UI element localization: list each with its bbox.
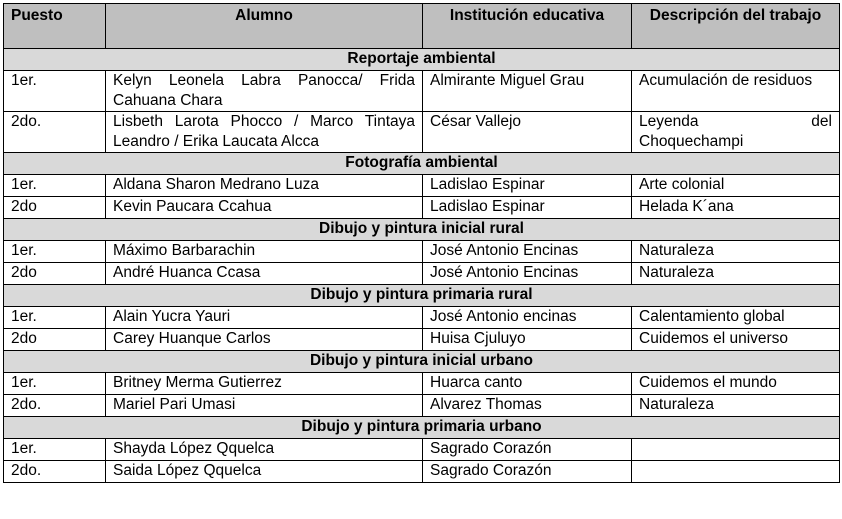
cell-puesto: 2do. — [4, 395, 106, 417]
cell-descripcion: Helada K´ana — [632, 197, 840, 219]
cell-puesto: 1er. — [4, 241, 106, 263]
cell-institucion: José Antonio Encinas — [423, 263, 632, 285]
cell-descripcion — [632, 461, 840, 483]
section-title: Dibujo y pintura primaria rural — [4, 285, 840, 307]
cell-descripcion: Leyenda del Choquechampi — [632, 112, 840, 153]
cell-alumno: Alain Yucra Yauri — [106, 307, 423, 329]
cell-alumno: Mariel Pari Umasi — [106, 395, 423, 417]
cell-alumno: Carey Huanque Carlos — [106, 329, 423, 351]
cell-alumno: André Huanca Ccasa — [106, 263, 423, 285]
cell-institucion: José Antonio Encinas — [423, 241, 632, 263]
table-row — [4, 461, 840, 483]
table-row — [4, 241, 840, 263]
results-table — [3, 3, 840, 483]
table-row — [4, 373, 840, 395]
cell-institucion: Ladislao Espinar — [423, 175, 632, 197]
cell-puesto: 2do. — [4, 112, 106, 153]
table-row — [4, 71, 840, 112]
cell-alumno: Britney Merma Gutierrez — [106, 373, 423, 395]
table-row — [4, 197, 840, 219]
cell-alumno: Kelyn Leonela Labra Panocca/ Frida Cahuana Chara — [106, 71, 423, 112]
section-row — [4, 153, 840, 175]
table-row — [4, 112, 840, 153]
section-row — [4, 417, 840, 439]
cell-institucion: Sagrado Corazón — [423, 461, 632, 483]
table-row — [4, 307, 840, 329]
header-institucion: Institución educativa — [423, 4, 632, 49]
cell-puesto: 1er. — [4, 71, 106, 112]
cell-puesto: 2do. — [4, 461, 106, 483]
section-row — [4, 219, 840, 241]
cell-descripcion — [632, 439, 840, 461]
cell-descripcion: Acumulación de residuos — [632, 71, 840, 112]
section-title: Dibujo y pintura inicial urbano — [4, 351, 840, 373]
cell-puesto: 2do — [4, 263, 106, 285]
cell-institucion: César Vallejo — [423, 112, 632, 153]
cell-descripcion: Naturaleza — [632, 241, 840, 263]
cell-institucion: Almirante Miguel Grau — [423, 71, 632, 112]
cell-institucion: Alvarez Thomas — [423, 395, 632, 417]
cell-alumno: Aldana Sharon Medrano Luza — [106, 175, 423, 197]
table-row — [4, 175, 840, 197]
header-alumno: Alumno — [106, 4, 423, 49]
cell-puesto: 1er. — [4, 373, 106, 395]
section-row — [4, 49, 840, 71]
section-title: Fotografía ambiental — [4, 153, 840, 175]
cell-institucion: José Antonio encinas — [423, 307, 632, 329]
cell-puesto: 1er. — [4, 439, 106, 461]
cell-descripcion: Calentamiento global — [632, 307, 840, 329]
section-title: Dibujo y pintura inicial rural — [4, 219, 840, 241]
cell-descripcion: Arte colonial — [632, 175, 840, 197]
cell-alumno: Saida López Qquelca — [106, 461, 423, 483]
section-row — [4, 285, 840, 307]
cell-alumno: Shayda López Qquelca — [106, 439, 423, 461]
table-row — [4, 263, 840, 285]
cell-institucion: Sagrado Corazón — [423, 439, 632, 461]
cell-puesto: 1er. — [4, 307, 106, 329]
table-row — [4, 439, 840, 461]
header-puesto: Puesto — [4, 4, 106, 49]
table-row — [4, 395, 840, 417]
table-row — [4, 329, 840, 351]
cell-puesto: 2do — [4, 329, 106, 351]
cell-puesto: 1er. — [4, 175, 106, 197]
cell-descripcion: Naturaleza — [632, 395, 840, 417]
cell-descripcion: Cuidemos el universo — [632, 329, 840, 351]
cell-descripcion: Cuidemos el mundo — [632, 373, 840, 395]
section-row — [4, 351, 840, 373]
cell-alumno: Lisbeth Larota Phocco / Marco Tintaya Leandro / Erika Laucata Alcca — [106, 112, 423, 153]
header-row — [4, 4, 840, 49]
cell-institucion: Ladislao Espinar — [423, 197, 632, 219]
cell-puesto: 2do — [4, 197, 106, 219]
cell-alumno: Kevin Paucara Ccahua — [106, 197, 423, 219]
section-title: Dibujo y pintura primaria urbano — [4, 417, 840, 439]
cell-descripcion: Naturaleza — [632, 263, 840, 285]
cell-alumno: Máximo Barbarachin — [106, 241, 423, 263]
cell-institucion: Huarca canto — [423, 373, 632, 395]
cell-institucion: Huisa Cjuluyo — [423, 329, 632, 351]
section-title: Reportaje ambiental — [4, 49, 840, 71]
header-descripcion: Descripción del trabajo — [632, 4, 840, 49]
